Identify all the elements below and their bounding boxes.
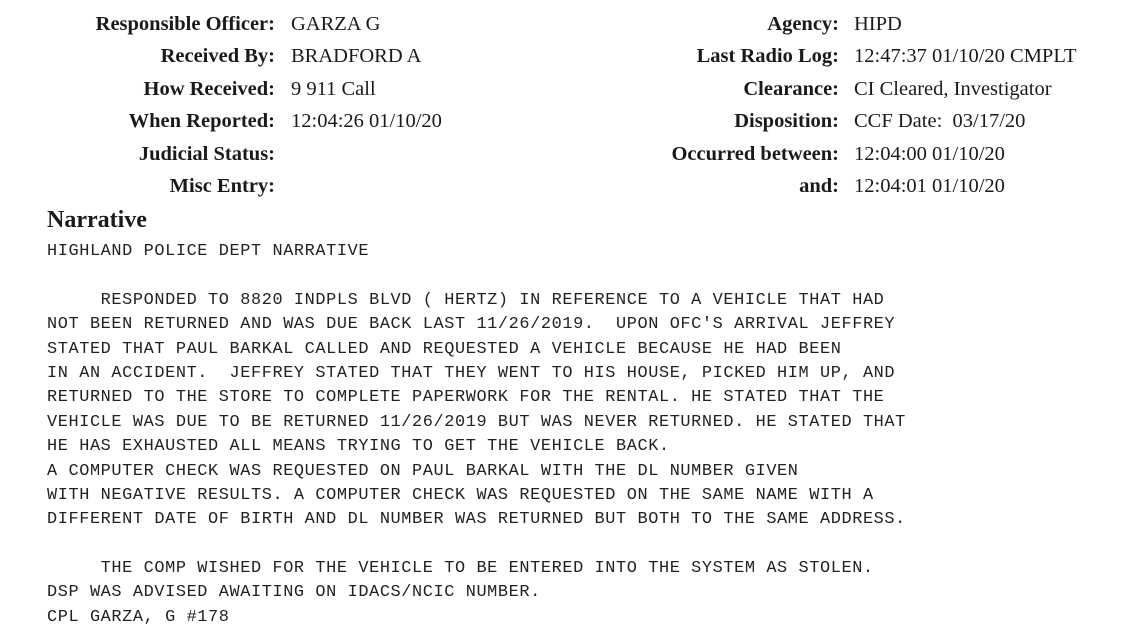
field-clearance [560,73,1140,105]
narrative-line: STATED THAT PAUL BARKAL CALLED AND REQUESTED A VEHICLE BECAUSE HE HAD BEEN [47,339,842,359]
field-value: HIPD [854,13,902,35]
field-value: BRADFORD A [291,45,422,68]
field-label: Clearance: [743,77,839,100]
field-label: Last Radio Log: [696,45,839,68]
field-misc-entry [0,170,560,202]
right-field-column [560,8,1140,202]
narrative-line: A COMPUTER CHECK WAS REQUESTED ON PAUL BARKAL WITH THE DL NUMBER GIVEN [47,461,799,481]
field-label: Occurred between: [671,142,839,165]
narrative-line: IN AN ACCIDENT. JEFFREY STATED THAT THEY WENT TO HIS HOUSE, PICKED HIM UP, AND [47,363,896,383]
narrative-line: HE HAS EXHAUSTED ALL MEANS TRYING TO GET THE VEHICLE BACK. [47,437,670,457]
narrative-line: THE COMP WISHED FOR THE VEHICLE TO BE ENTERED INTO THE SYSTEM AS STOLEN. [47,559,874,579]
narrative-heading: Narrative [47,207,147,233]
field-last-radio-log [560,40,1140,72]
field-occurred-between [560,138,1140,170]
field-judicial-status [0,138,560,170]
narrative-line: RETURNED TO THE STORE TO COMPLETE PAPERWORK FOR THE RENTAL. HE STATED THAT THE [47,388,885,408]
field-label: Judicial Status: [138,142,275,165]
field-label: Agency: [767,13,839,35]
field-how-received [0,73,560,105]
narrative-line [47,533,906,557]
report-fields [0,8,1140,200]
field-value: 12:04:00 01/10/20 [854,142,1005,165]
narrative-line: VEHICLE WAS DUE TO BE RETURNED 11/26/2019 BUT WAS NEVER RETURNED. HE STATED THAT [47,412,906,432]
narrative-body [47,240,906,630]
field-value: CI Cleared, Investigator [854,77,1052,100]
narrative-line: CPL GARZA, G #178 [47,607,230,627]
field-value: GARZA G [291,13,381,35]
field-label: Responsible Officer: [95,13,275,35]
field-agency [560,8,1140,40]
field-label: Misc Entry: [169,174,275,197]
field-value: 9 911 Call [291,77,376,100]
field-label: When Reported: [128,110,275,133]
narrative-line: HIGHLAND POLICE DEPT NARRATIVE [47,242,370,261]
narrative-line [47,264,906,288]
field-label: Received By: [160,45,275,68]
field-received-by [0,40,560,72]
field-value: 12:47:37 01/10/20 CMPLT [854,45,1077,68]
field-label: Disposition: [734,110,839,133]
narrative-line: RESPONDED TO 8820 INDPLS BLVD ( HERTZ) IN REFERENCE TO A VEHICLE THAT HAD [47,290,885,310]
narrative-line: DIFFERENT DATE OF BIRTH AND DL NUMBER WAS RETURNED BUT BOTH TO THE SAME ADDRESS. [47,510,906,530]
field-value: 12:04:26 01/10/20 [291,110,442,133]
left-field-column [0,8,560,202]
field-disposition [560,105,1140,137]
field-value: CCF Date: 03/17/20 [854,110,1026,133]
field-occurred-and [560,170,1140,202]
field-value: 12:04:01 01/10/20 [854,174,1005,197]
narrative-line: WITH NEGATIVE RESULTS. A COMPUTER CHECK WAS REQUESTED ON THE SAME NAME WITH A [47,485,874,505]
narrative-line: DSP WAS ADVISED AWAITING ON IDACS/NCIC NUMBER. [47,583,541,603]
field-responsible-officer [0,8,560,40]
field-when-reported [0,105,560,137]
field-label: How Received: [143,77,275,100]
narrative-line: NOT BEEN RETURNED AND WAS DUE BACK LAST 11/26/2019. UPON OFC'S ARRIVAL JEFFREY [47,315,896,335]
field-label: and: [799,174,839,197]
